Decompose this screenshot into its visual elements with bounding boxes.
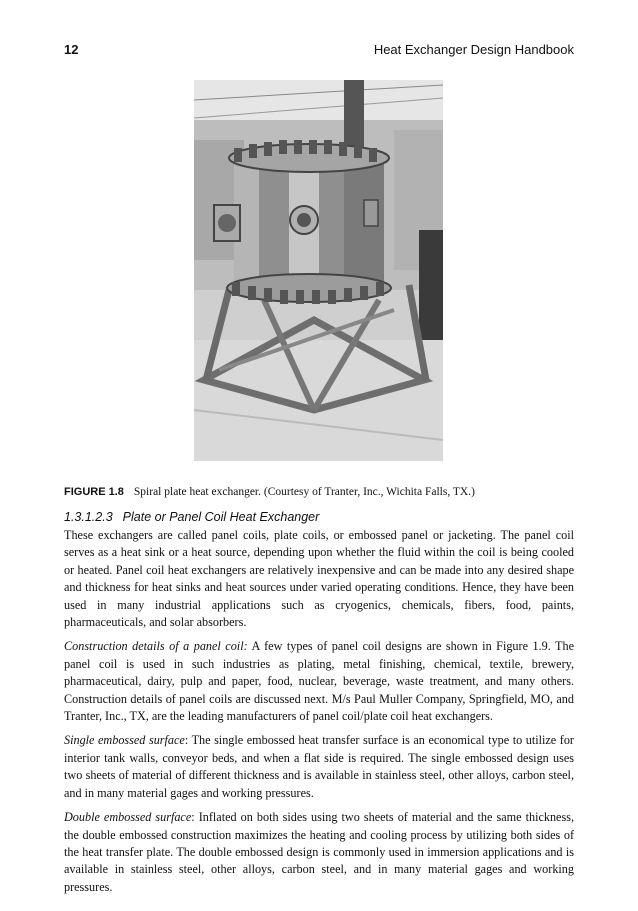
- paragraph-lead: Double embossed surface: [64, 810, 192, 825]
- page-header: [64, 42, 574, 60]
- paragraph-text: : The single embossed heat transfer surface is an economical type to utilize for interior tank walls, conveyor beds, and when a flat side is required. The single embossed design uses two sheets of material of different thickness and is available in stainless steel, other alloys, carbon steel, and in many material gages and working pressures.: [64, 733, 574, 800]
- figure-caption-text: Spiral plate heat exchanger. (Courtesy of Tranter, Inc., Wichita Falls, TX.): [133, 486, 475, 498]
- paragraph: [64, 732, 574, 802]
- paragraph-lead: Single embossed surface: [64, 733, 185, 748]
- section-title: Plate or Panel Coil Heat Exchanger: [122, 510, 320, 524]
- paragraph-text: These exchangers are called panel coils, plate coils, or embossed panel or jacketing. The panel coil serves as a heat sink or a heat source, depending upon whether the fluid within the coil is being cooled or heated. Panel coil heat exchangers are relatively inexpensive and can be made into any desired shape and thickness for heat sinks and heat sources under varied operating conditions. Hence, they have been used in many industrial applications such as cryogenics, chemicals, fibers, food, paints, pharmaceuticals, and solar absorbers.: [64, 528, 574, 630]
- body-text: [64, 527, 574, 903]
- page-number: 12: [64, 42, 79, 57]
- paragraph-text: : Inflated on both sides using two sheets of material and the same thickness, the double embossed construction maximizes the heating and cooling process by utilizing both sides of the heat transfer plate. The double embossed design is commonly used in immersion applications and is available in stainless steel, other alloys, carbon steel, and in many material gages and working pressures.: [64, 810, 574, 894]
- running-title: Heat Exchanger Design Handbook: [373, 42, 574, 57]
- figure-label: FIGURE 1.8: [64, 486, 124, 498]
- section-heading: [64, 510, 319, 524]
- heat-exchanger-photo: [194, 80, 443, 461]
- paragraph: [64, 809, 574, 896]
- paragraph: [64, 527, 574, 631]
- figure-caption: [64, 486, 475, 498]
- paragraph-lead: Construction details of a panel coil:: [64, 639, 248, 654]
- paragraph: [64, 638, 574, 725]
- section-number: 1.3.1.2.3: [64, 510, 113, 524]
- paragraph-text: A few types of panel coil designs are shown in Figure 1.9. The panel coil is used in such industries as plating, metal finishing, chemical, textile, brewery, pharmaceutical, dairy, pulp and paper, food, nuclear, beverage, waste treatment, and many others. Construction details of panel coils are discussed next. M/s Paul Muller Company, Springfield, MO, and Tranter, Inc., TX, are the leading manufacturers of panel coil/plate coil heat exchangers.: [64, 639, 574, 724]
